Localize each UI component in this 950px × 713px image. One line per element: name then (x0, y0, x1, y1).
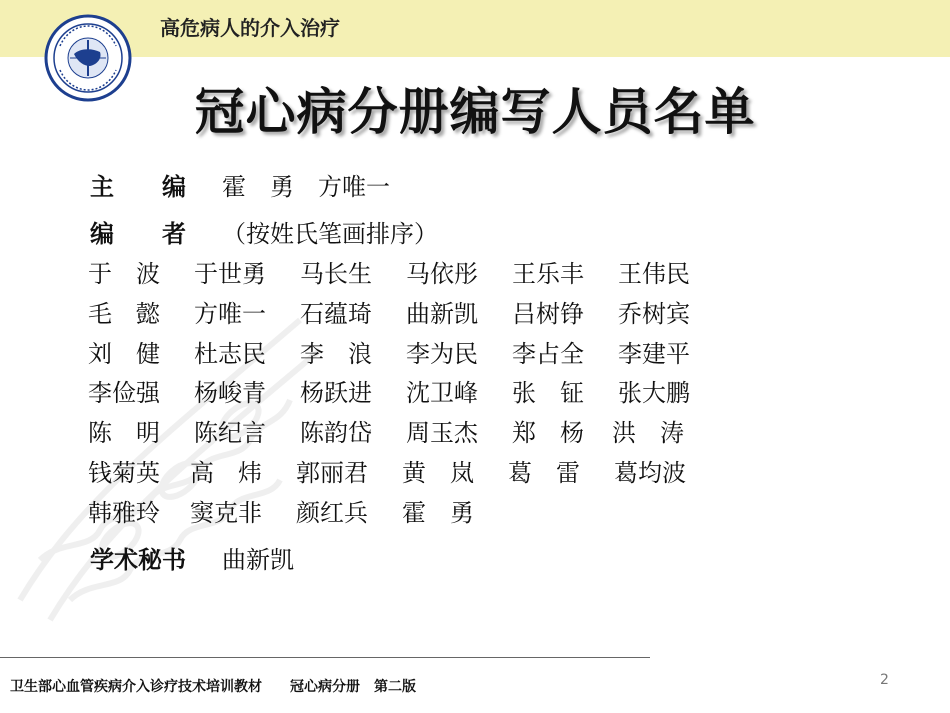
editor-name: 窦克非 (190, 499, 262, 527)
editor-name: 李俭强 (88, 379, 160, 407)
editor-name: 李占全 (512, 340, 584, 368)
editors-sort-note: （按姓氏笔画排序） (222, 220, 438, 248)
editor-name: 方唯一 (194, 300, 266, 328)
footer-text: 卫生部心血管疾病介入诊疗技术培训教材 冠心病分册 第二版 (10, 679, 416, 695)
editor-name: 高 炜 (190, 459, 262, 487)
editor-name: 杜志民 (194, 340, 266, 368)
chief-editor-label: 主 编 (90, 173, 186, 201)
editor-name: 颜红兵 (296, 499, 368, 527)
secretary-label: 学术秘书 (90, 546, 186, 574)
editor-name: 洪 涛 (612, 419, 684, 447)
editor-name: 周玉杰 (406, 419, 478, 447)
editor-name: 郭丽君 (296, 459, 368, 487)
editor-name: 乔树宾 (618, 300, 690, 328)
editor-name: 陈韵岱 (300, 419, 372, 447)
editor-name: 王乐丰 (512, 260, 584, 288)
editor-name: 杨峻青 (194, 379, 266, 407)
editor-name: 王伟民 (618, 260, 690, 288)
editor-name: 于世勇 (194, 260, 266, 288)
page-title: 冠心病分册编写人员名单 (194, 83, 756, 141)
editors-label: 编 者 (90, 220, 186, 248)
editor-name: 沈卫峰 (406, 379, 478, 407)
editor-name: 杨跃进 (300, 379, 372, 407)
editor-name: 吕树铮 (512, 300, 584, 328)
editor-name: 霍 勇 (402, 499, 474, 527)
secretary-name: 曲新凯 (222, 546, 294, 574)
chief-editor-names: 霍 勇 方唯一 (222, 173, 390, 201)
editor-name: 黄 岚 (402, 459, 474, 487)
editor-name: 马依彤 (406, 260, 478, 288)
page-number: 2 (880, 672, 889, 688)
decorative-stent-watermark (0, 300, 330, 630)
editor-name: 于 波 (88, 260, 160, 288)
editor-name: 马长生 (300, 260, 372, 288)
editor-name: 毛 懿 (88, 300, 160, 328)
footer-divider (0, 657, 650, 658)
editor-name: 张 钲 (512, 379, 584, 407)
editor-name: 李建平 (618, 340, 690, 368)
editor-name: 曲新凯 (406, 300, 478, 328)
editor-name: 李 浪 (300, 340, 372, 368)
editor-name: 刘 健 (88, 340, 160, 368)
header-title: 高危病人的介入治疗 (160, 16, 340, 40)
editor-name: 钱菊英 (88, 459, 160, 487)
editor-name: 张大鹏 (618, 379, 690, 407)
editor-name: 韩雅玲 (88, 499, 160, 527)
header-band (0, 0, 950, 57)
editor-name: 葛 雷 (508, 459, 580, 487)
editor-name: 葛均波 (614, 459, 686, 487)
editor-name: 石蕴琦 (300, 300, 372, 328)
editor-name: 郑 杨 (512, 419, 584, 447)
editor-name: 李为民 (406, 340, 478, 368)
editor-name: 陈 明 (88, 419, 160, 447)
editor-name: 陈纪言 (194, 419, 266, 447)
